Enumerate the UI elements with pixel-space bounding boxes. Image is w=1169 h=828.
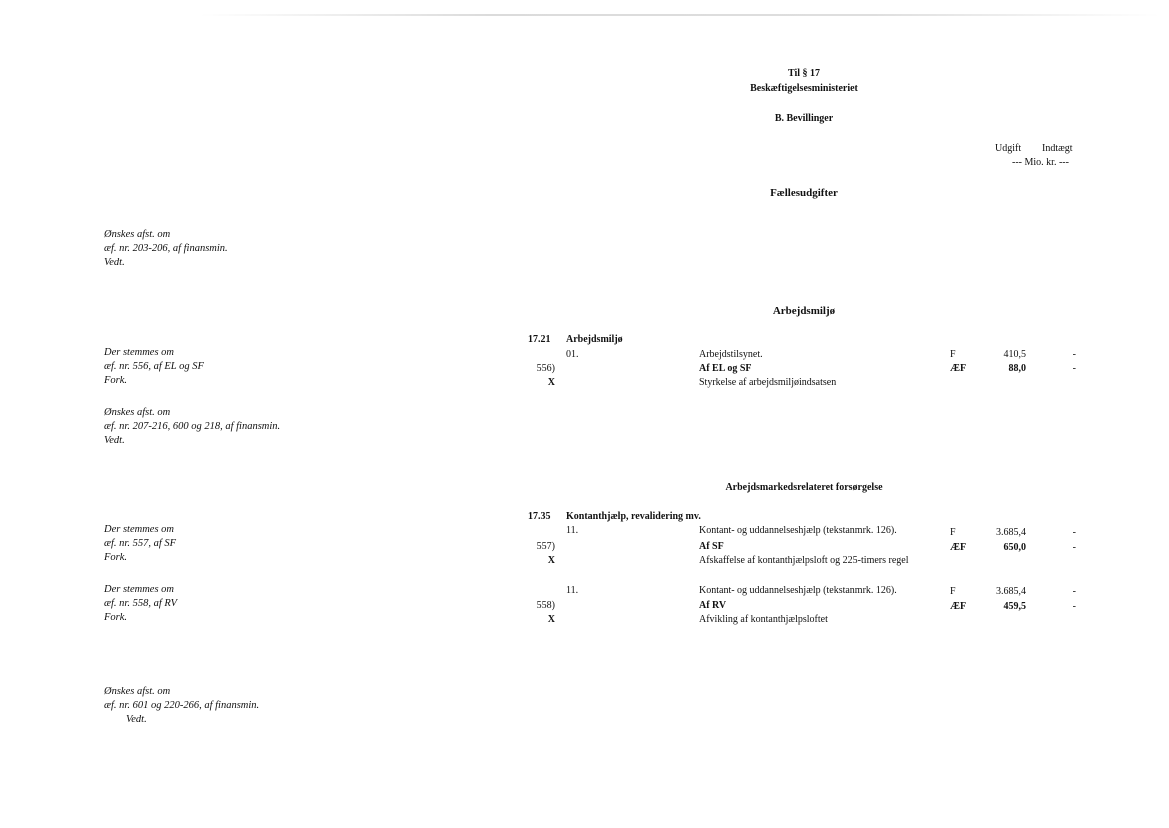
amendment-proposer: Af EL og SF [699, 363, 752, 374]
amendment-flag: ÆF [950, 363, 967, 374]
margin-note [104, 523, 176, 565]
amendment-proposer: Af RV [699, 600, 727, 611]
item-flag: F [950, 349, 956, 360]
item-flag: F [950, 527, 956, 538]
note-line: Ønskes afst. om [104, 407, 171, 418]
item-amount: 410,5 [1003, 349, 1026, 360]
note-line: Der stemmes om [104, 347, 174, 358]
item-income: - [1072, 527, 1076, 538]
item-amount: 3.685,4 [996, 527, 1026, 538]
account-title: Arbejdsmiljø [566, 334, 623, 345]
note-line: æf. nr. 207-216, 600 og 218, af finansmin. [104, 421, 281, 432]
amendment-description: Afskaffelse af kontanthjælpsloft og 225-timers regel [699, 555, 909, 566]
note-line: Ønskes afst. om [104, 229, 171, 240]
note-line: Vedt. [104, 435, 125, 446]
note-line: Der stemmes om [104, 524, 174, 535]
note-line: Fork. [104, 612, 128, 623]
item-income: - [1072, 586, 1076, 597]
section-faelles: Fællesudgifter [770, 187, 838, 199]
amendment-income: - [1072, 601, 1076, 612]
amendment-number: 556) [536, 363, 555, 374]
margin-note [104, 228, 228, 270]
account-code: 17.35 [528, 511, 551, 522]
amendment-flag: ÆF [950, 601, 967, 612]
amendment-amount: 459,5 [1003, 601, 1026, 612]
margin-note [104, 406, 280, 448]
col-expense-header: Udgift [995, 143, 1022, 154]
note-line: Vedt. [104, 257, 125, 268]
section-forsorgelse: Arbejdsmarkedsrelateret forsørgelse [725, 482, 883, 493]
item-label: Arbejdstilsynet. [699, 349, 763, 360]
amendment-description: Styrkelse af arbejdsmiljøindsatsen [699, 377, 837, 388]
note-line: Fork. [104, 375, 128, 386]
margin-note [104, 346, 204, 388]
sub-account: 01. [566, 349, 579, 360]
amendment-amount: 650,0 [1003, 542, 1026, 553]
note-line: Fork. [104, 552, 128, 563]
section-arbejdsmiljo: Arbejdsmiljø [772, 305, 836, 317]
note-line: æf. nr. 556, af EL og SF [104, 361, 204, 372]
sub-account: 11. [566, 525, 579, 536]
margin-note [104, 685, 259, 727]
note-line: Der stemmes om [104, 584, 174, 595]
amendment-amount: 88,0 [1008, 363, 1026, 374]
item-amount: 3.685,4 [996, 586, 1026, 597]
amendment-proposer: Af SF [699, 541, 724, 552]
x-marker: X [547, 377, 555, 388]
note-line: æf. nr. 203-206, af finansmin. [104, 243, 228, 254]
amendment-number: 558) [536, 600, 555, 611]
scan-artifact [200, 14, 1160, 16]
x-marker: X [547, 555, 555, 566]
subsection-title: B. Bevillinger [774, 113, 834, 124]
amendment-description: Afvikling af kontanthjælpsloftet [699, 614, 828, 625]
note-line: æf. nr. 557, af SF [104, 538, 177, 549]
item-label: Kontant- og uddannelseshjælp (tekstanmrk. 126). [699, 585, 897, 596]
note-line: Vedt. [126, 714, 147, 725]
note-line: Ønskes afst. om [104, 686, 171, 697]
amendment-income: - [1072, 542, 1076, 553]
amendment-income: - [1072, 363, 1076, 374]
col-income-header: Indtægt [1042, 143, 1073, 154]
note-line: æf. nr. 558, af RV [104, 598, 178, 609]
item-label: Kontant- og uddannelseshjælp (tekstanmrk. 126). [699, 525, 897, 536]
note-line: æf. nr. 601 og 220-266, af finansmin. [104, 700, 260, 711]
amendment-number: 557) [536, 541, 555, 552]
item-flag: F [950, 586, 956, 597]
sub-account: 11. [566, 585, 579, 596]
margin-note [104, 583, 177, 625]
amendment-flag: ÆF [950, 542, 967, 553]
header-line1: Til § 17 [787, 68, 821, 79]
item-income: - [1072, 349, 1076, 360]
unit-label: --- Mio. kr. --- [1012, 157, 1069, 168]
account-title: Kontanthjælp, revalidering mv. [566, 511, 701, 522]
account-code: 17.21 [528, 334, 551, 345]
ministry-title: Beskæftigelsesministeriet [750, 83, 858, 94]
x-marker: X [547, 614, 555, 625]
